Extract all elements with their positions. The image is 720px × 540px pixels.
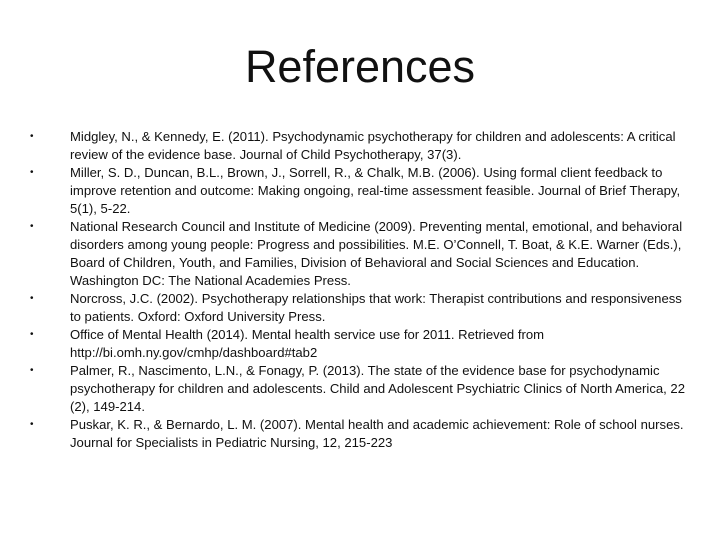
bullet-icon: •: [30, 329, 34, 340]
slide-title: References: [244, 41, 476, 92]
bullet-icon: •: [30, 131, 34, 142]
reference-item: [30, 326, 690, 362]
reference-text: Miller, S. D., Duncan, B.L., Brown, J., Sorrell, R., & Chalk, M.B. (2006). Using formal client feedback to improve retention and outcome: Making ongoing, real-time assessment feasible. Journal of Brief Therapy, 5(1), 5-22.: [70, 165, 681, 216]
reference-item: [30, 416, 690, 452]
reference-text: Office of Mental Health (2014). Mental health service use for 2011. Retrieved from http://bi.omh.ny.gov/cmhp/dashboard#tab2: [70, 327, 545, 360]
reference-text: Midgley, N., & Kennedy, E. (2011). Psychodynamic psychotherapy for children and adolescents: A critical review of the evidence base. Journal of Child Psychotherapy, 37(3).: [70, 129, 676, 162]
bullet-icon: •: [30, 419, 34, 430]
reference-text: Norcross, J.C. (2002). Psychotherapy relationships that work: Therapist contributions and responsiveness to patients. Oxford: Oxford University Press.: [70, 291, 682, 324]
bullet-icon: •: [30, 221, 34, 232]
reference-item: [30, 128, 690, 164]
bullet-icon: •: [30, 293, 34, 304]
reference-text: Puskar, K. R., & Bernardo, L. M. (2007). Mental health and academic achievement: Role of school nurses. Journal for Specialists in Pediatric Nursing, 12, 215-223: [70, 417, 684, 450]
reference-item: [30, 164, 690, 218]
reference-item: [30, 218, 690, 290]
reference-list: [30, 128, 690, 452]
reference-item: [30, 290, 690, 326]
bullet-icon: •: [30, 167, 34, 178]
reference-text: Palmer, R., Nascimento, L.N., & Fonagy, P. (2013). The state of the evidence base for psychodynamic psychotherapy for children and adolescents. Child and Adolescent Psychiatric Clinics of North America, 22 (2), 149-214.: [70, 363, 685, 414]
reference-text: National Research Council and Institute of Medicine (2009). Preventing mental, emotional, and behavioral disorders among young people: Progress and possibilities. M.E. O’Connell, T. Boat, & K.E. Warner (Eds.), Board of Children, Youth, and Families, Division of Behavioral and Social Sciences and Education. Washington DC: The National Academies Press.: [70, 219, 683, 288]
bullet-icon: •: [30, 365, 34, 376]
reference-item: [30, 362, 690, 416]
